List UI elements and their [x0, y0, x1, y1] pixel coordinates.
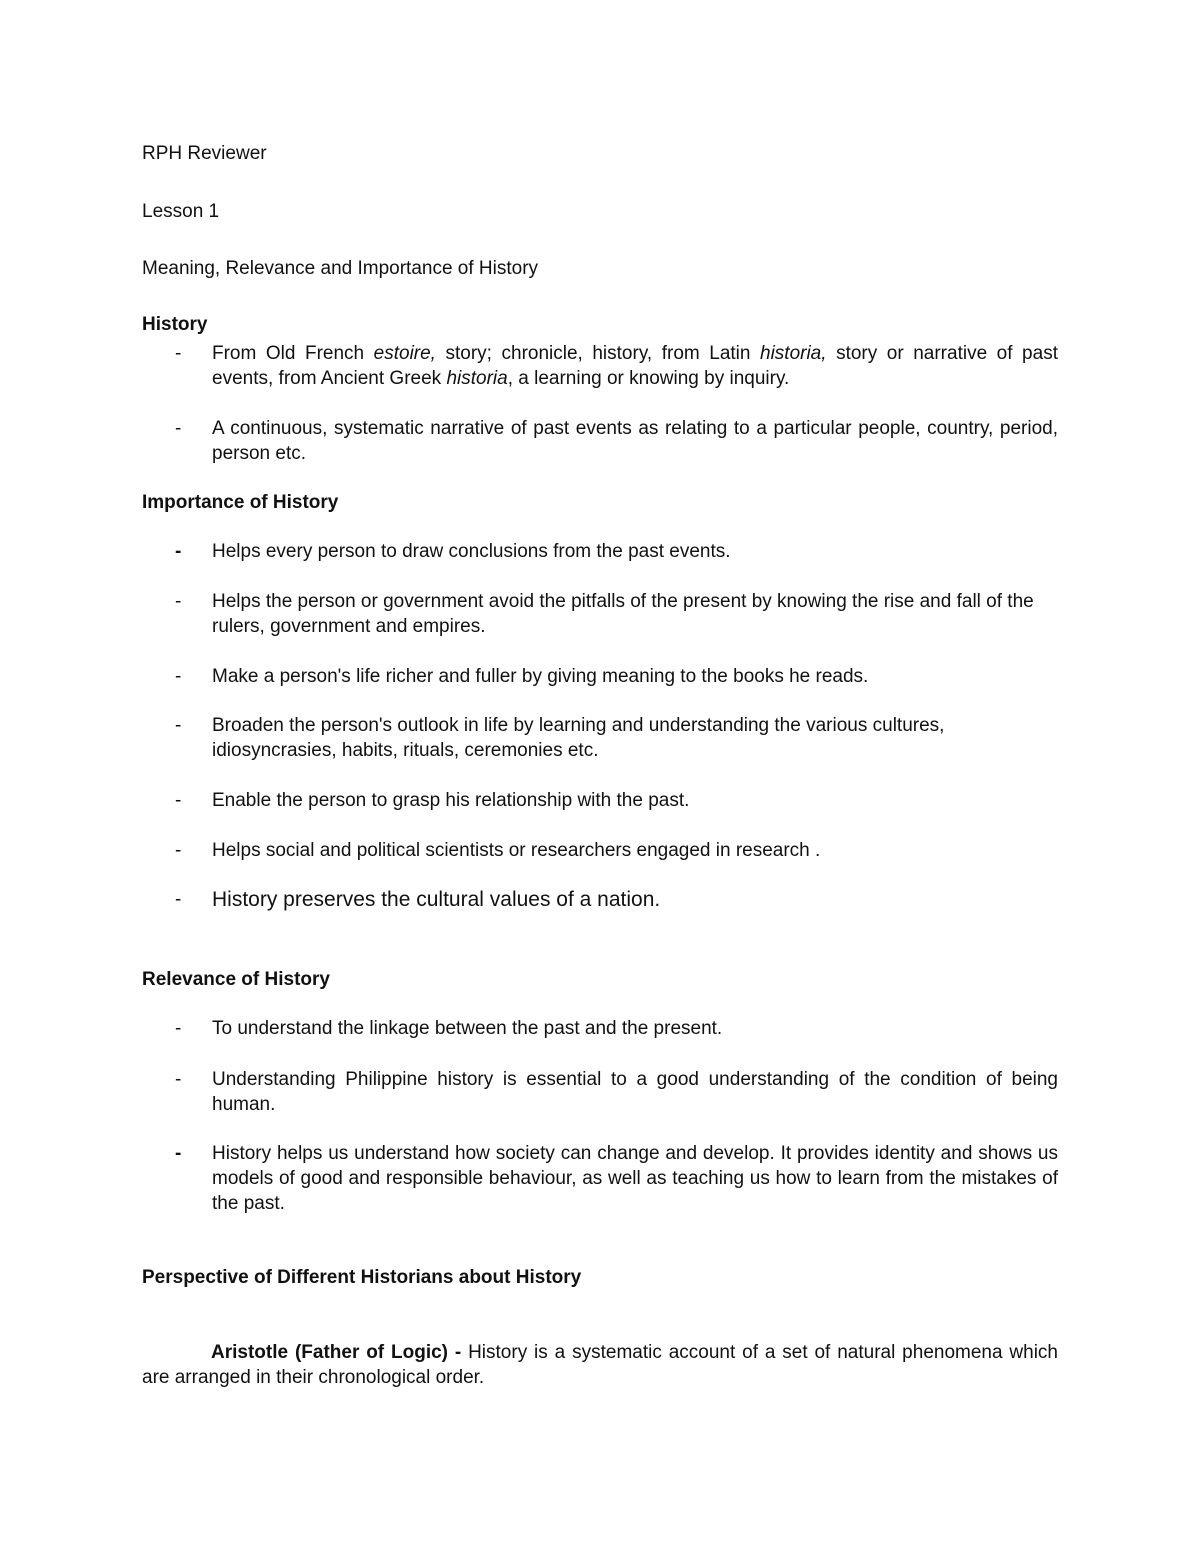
importance-item-text: History preserves the cultural values of a nation.	[212, 888, 661, 911]
list-item	[142, 1016, 1058, 1041]
bullet-dash: -	[175, 1069, 182, 1090]
relevance-heading: Relevance of History	[142, 969, 330, 990]
bullet-dash: -	[175, 541, 182, 562]
list-item	[142, 664, 1058, 689]
relevance-item-text: Understanding Philippine history is essential to a good understanding of the condition of being human.	[212, 1069, 1058, 1115]
bullet-dash: -	[175, 889, 182, 910]
importance-item-text: Make a person's life richer and fuller by giving meaning to the books he reads.	[212, 666, 869, 687]
importance-item-text: Enable the person to grasp his relationship with the past.	[212, 790, 690, 811]
bullet-dash: -	[175, 591, 182, 612]
importance-item-text: Helps social and political scientists or researchers engaged in research .	[212, 840, 821, 861]
aristotle-definition: History is a systematic account of a set of natural phenomena which are arranged in their chronological order.	[142, 1342, 1058, 1388]
list-item	[142, 887, 1058, 913]
relevance-item-text: History helps us understand how society can change and develop. It provides identity and shows us models of good and responsible behaviour, as well as teaching us how to learn from the mistakes of the past.	[212, 1143, 1058, 1214]
list-item	[142, 838, 1058, 863]
lesson-subtitle: Meaning, Relevance and Importance of History	[142, 258, 539, 279]
bullet-dash: -	[175, 418, 182, 439]
lesson-label: Lesson 1	[142, 201, 220, 222]
list-item	[142, 539, 1058, 564]
history-definition: From Old French estoire, story; chronicle, history, from Latin historia, story or narrative of past events, from Ancient Greek historia, a learning or knowing by inquiry.	[212, 343, 1058, 389]
importance-heading: Importance of History	[142, 492, 339, 513]
perspective-heading: Perspective of Different Historians about History	[142, 1267, 582, 1288]
relevance-item-text: To understand the linkage between the past and the present.	[212, 1018, 723, 1039]
list-item	[142, 1141, 1058, 1216]
bullet-dash: -	[175, 1143, 182, 1164]
importance-item-text: Broaden the person's outlook in life by learning and understanding the various cultures, idiosyncrasies, habits, rituals, ceremonies etc.	[212, 715, 945, 761]
list-item	[142, 713, 1058, 763]
bullet-dash: -	[175, 840, 182, 861]
bullet-dash: -	[175, 790, 182, 811]
bullet-dash: -	[175, 715, 182, 736]
list-item	[142, 1067, 1058, 1117]
document-title: RPH Reviewer	[142, 143, 267, 164]
history-heading: History	[142, 314, 208, 335]
bullet-dash: -	[175, 343, 182, 364]
bullet-dash: -	[175, 1018, 182, 1039]
aristotle-name: Aristotle (Father of Logic) -	[211, 1342, 462, 1363]
importance-item-text: Helps every person to draw conclusions from the past events.	[212, 541, 731, 562]
aristotle-paragraph	[142, 1340, 1058, 1390]
importance-item-text: Helps the person or government avoid the pitfalls of the present by knowing the rise and fall of the rulers, government and empires.	[212, 591, 1034, 637]
list-item	[142, 341, 1058, 391]
list-item	[142, 589, 1058, 639]
bullet-dash: -	[175, 666, 182, 687]
history-item-text: A continuous, systematic narrative of past events as relating to a particular people, country, period, person etc.	[212, 418, 1058, 464]
list-item	[142, 416, 1058, 466]
list-item	[142, 788, 1058, 813]
